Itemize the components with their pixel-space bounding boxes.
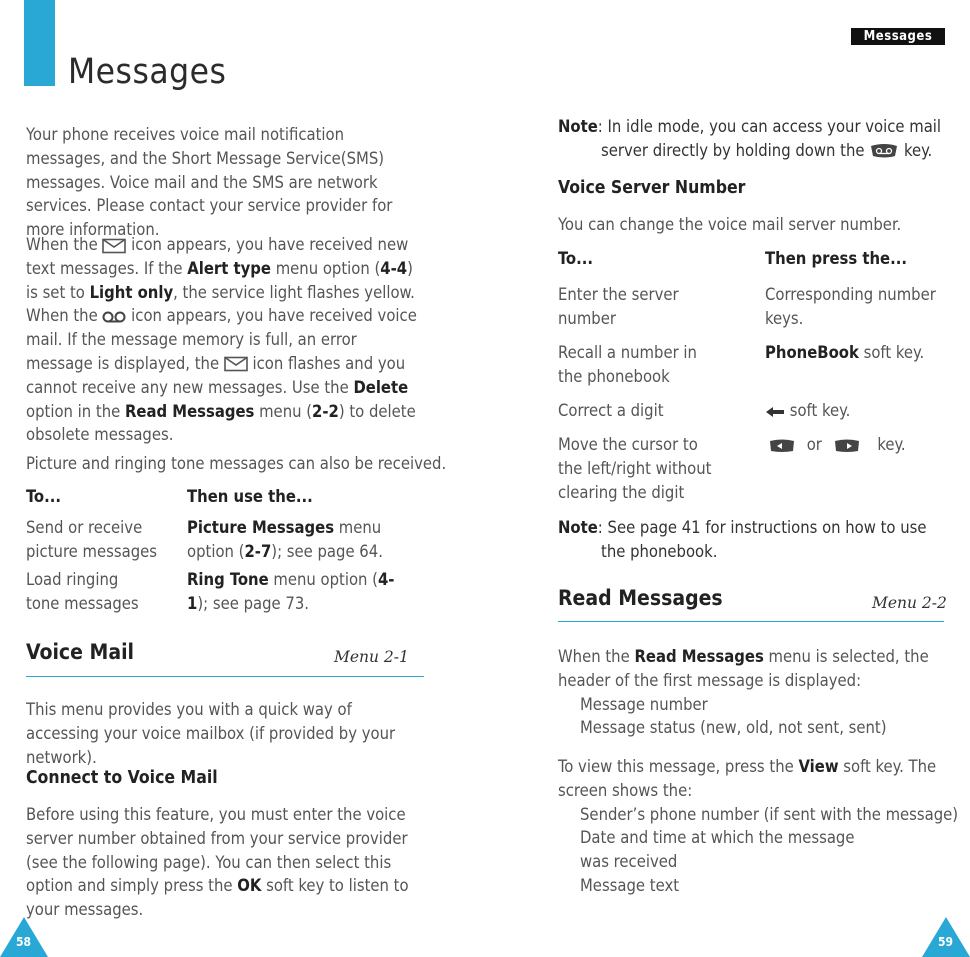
table-header-to: To... <box>26 487 62 506</box>
light-only-label: Light only <box>89 282 174 302</box>
note-idle-mode <box>558 115 948 163</box>
read-messages-menu-number: Menu 2-2 <box>872 594 947 612</box>
table2-row-3-action: Correct a digit <box>558 401 664 420</box>
list-item: Message text <box>580 875 680 895</box>
voice-server-number-heading: Voice Server Number <box>558 178 746 198</box>
table-row-2-result <box>187 568 412 616</box>
notification-paragraph <box>26 233 421 447</box>
table-row-2-action: Load ringing tone messages <box>26 570 139 613</box>
right-page-number: 59 <box>938 935 954 949</box>
p2-e: , the service light flashes yellow. When the <box>26 282 415 326</box>
list-item: Sender’s phone number (if sent with the message) <box>580 804 959 824</box>
left-nav-key-icon <box>768 439 796 453</box>
ok-key-label: OK <box>237 876 262 896</box>
ring-tone-label: Ring Tone <box>187 570 269 589</box>
r3b: soft key. <box>789 401 851 420</box>
read-a: When the <box>558 647 630 666</box>
table-row-1-action: Send or receive picture messages <box>26 518 157 561</box>
table2-row-1-action: Enter the server number <box>558 285 679 328</box>
table-row-1-result <box>187 516 387 564</box>
read-messages-bold: Read Messages <box>634 647 764 666</box>
r2b: soft key. <box>863 343 925 362</box>
r1-a: menu option ( <box>187 518 382 561</box>
note-label: Note <box>558 117 598 136</box>
menu-option-4-1: 4-1 <box>187 570 395 613</box>
view-a: To view this message, press the <box>558 757 794 776</box>
note1-b: key. <box>903 140 933 160</box>
intro-paragraph: Your phone receives voice mail notification messages, and the Short Message Service(SMS) messages. Voice mail and the SMS are network services. Please contact your service provider for more information. <box>26 125 393 240</box>
p2-b: icon appears, you have received new text messages. If the <box>26 235 409 278</box>
picture-paragraph: Picture and ringing tone messages can also be received. <box>26 454 447 473</box>
table2-row-4-result <box>768 433 948 457</box>
p2-f: icon appears, you have received voice mail. If the message memory is full, an error message is displayed, the <box>26 306 417 373</box>
table2-header-to: To... <box>558 249 594 268</box>
connect-b: soft key to listen to your messages. <box>26 876 409 920</box>
table2-row-2-result <box>765 341 945 365</box>
r1-b: ); see page 64. <box>271 541 383 561</box>
p2-g: icon flashes and you cannot receive any new messages. Use the <box>26 353 406 397</box>
p2-j: ) to delete obsolete messages. <box>26 401 416 445</box>
envelope-icon <box>224 356 248 372</box>
voice-mail-menu-number: Menu 2-1 <box>334 648 409 666</box>
menu-option-2-2: 2-2 <box>312 401 339 421</box>
table2-row-4-action: Move the cursor to the left/right without clearing the digit <box>558 435 712 502</box>
r4-or: or <box>806 435 822 454</box>
r2-a: menu option ( <box>273 570 378 589</box>
read-messages-paragraph <box>558 645 948 740</box>
connect-description <box>26 803 426 922</box>
r4-key: key. <box>877 435 906 454</box>
read-b: menu is selected, the header of the first message is displayed: <box>558 647 929 690</box>
view-message-paragraph <box>558 755 959 898</box>
connect-voice-mail-heading: Connect to Voice Mail <box>26 768 218 788</box>
note2-label: Note <box>558 518 598 537</box>
phonebook-label: PhoneBook <box>765 343 859 362</box>
p2-i: menu ( <box>259 401 313 421</box>
note-phonebook <box>558 516 948 564</box>
voice-mail-heading: Voice Mail <box>26 640 135 664</box>
list-item: Message status (new, old, not sent, sent) <box>580 718 887 738</box>
table2-row-3-result <box>765 399 945 423</box>
delete-label: Delete <box>353 377 409 397</box>
voice-mail-description: This menu provides you with a quick way of accessing your voice mailbox (if provided by your network). <box>26 700 396 767</box>
table2-row-1-result: Corresponding number keys. <box>765 285 936 328</box>
note1-a: : In idle mode, you can access your voice mail server directly by holding down the <box>597 117 942 160</box>
note2-text: : See page 41 for instructions on how to use the phonebook. <box>597 518 927 561</box>
read-messages-rule <box>558 621 944 622</box>
list-item: Message number <box>580 694 708 714</box>
read-messages-label: Read Messages <box>124 401 255 421</box>
table2-header-then-press: Then press the... <box>765 249 908 268</box>
menu-option-2-7: 2-7 <box>244 541 272 561</box>
left-page-number: 58 <box>16 935 32 949</box>
menu-option-4-4: 4-4 <box>380 258 408 278</box>
view-key-label: View <box>798 757 839 776</box>
voicemail-key-icon <box>869 143 899 159</box>
envelope-icon <box>102 238 126 254</box>
left-arrow-icon <box>765 406 785 418</box>
voicemail-icon <box>102 310 126 324</box>
read-messages-heading: Read Messages <box>558 586 723 610</box>
r2-b: ); see page 73. <box>197 593 309 613</box>
list-item: Date and time at which the message was received <box>580 828 855 872</box>
table2-row-2-action: Recall a number in the phonebook <box>558 343 697 386</box>
p2-a: When the <box>26 235 98 254</box>
p2-c: menu option ( <box>275 258 381 278</box>
p2-h: option in the <box>26 401 121 421</box>
header-tab: Messages <box>851 28 945 45</box>
p2-d: ) is set to <box>26 258 413 302</box>
connect-a: Before using this feature, you must enter the voice server number obtained from your service provider (see the following page). You can then select this option and simply press the <box>26 805 408 896</box>
voice-server-description: You can change the voice mail server number. <box>558 215 902 234</box>
view-b: soft key. The screen shows the: <box>558 757 937 800</box>
alert-type-label: Alert type <box>187 258 271 278</box>
picture-messages-label: Picture Messages <box>187 518 335 537</box>
page-title: Messages <box>68 52 227 92</box>
table-header-then-use: Then use the... <box>187 487 313 506</box>
title-accent-bar <box>24 0 55 86</box>
right-nav-key-icon <box>833 439 861 453</box>
voice-mail-rule <box>26 676 424 677</box>
